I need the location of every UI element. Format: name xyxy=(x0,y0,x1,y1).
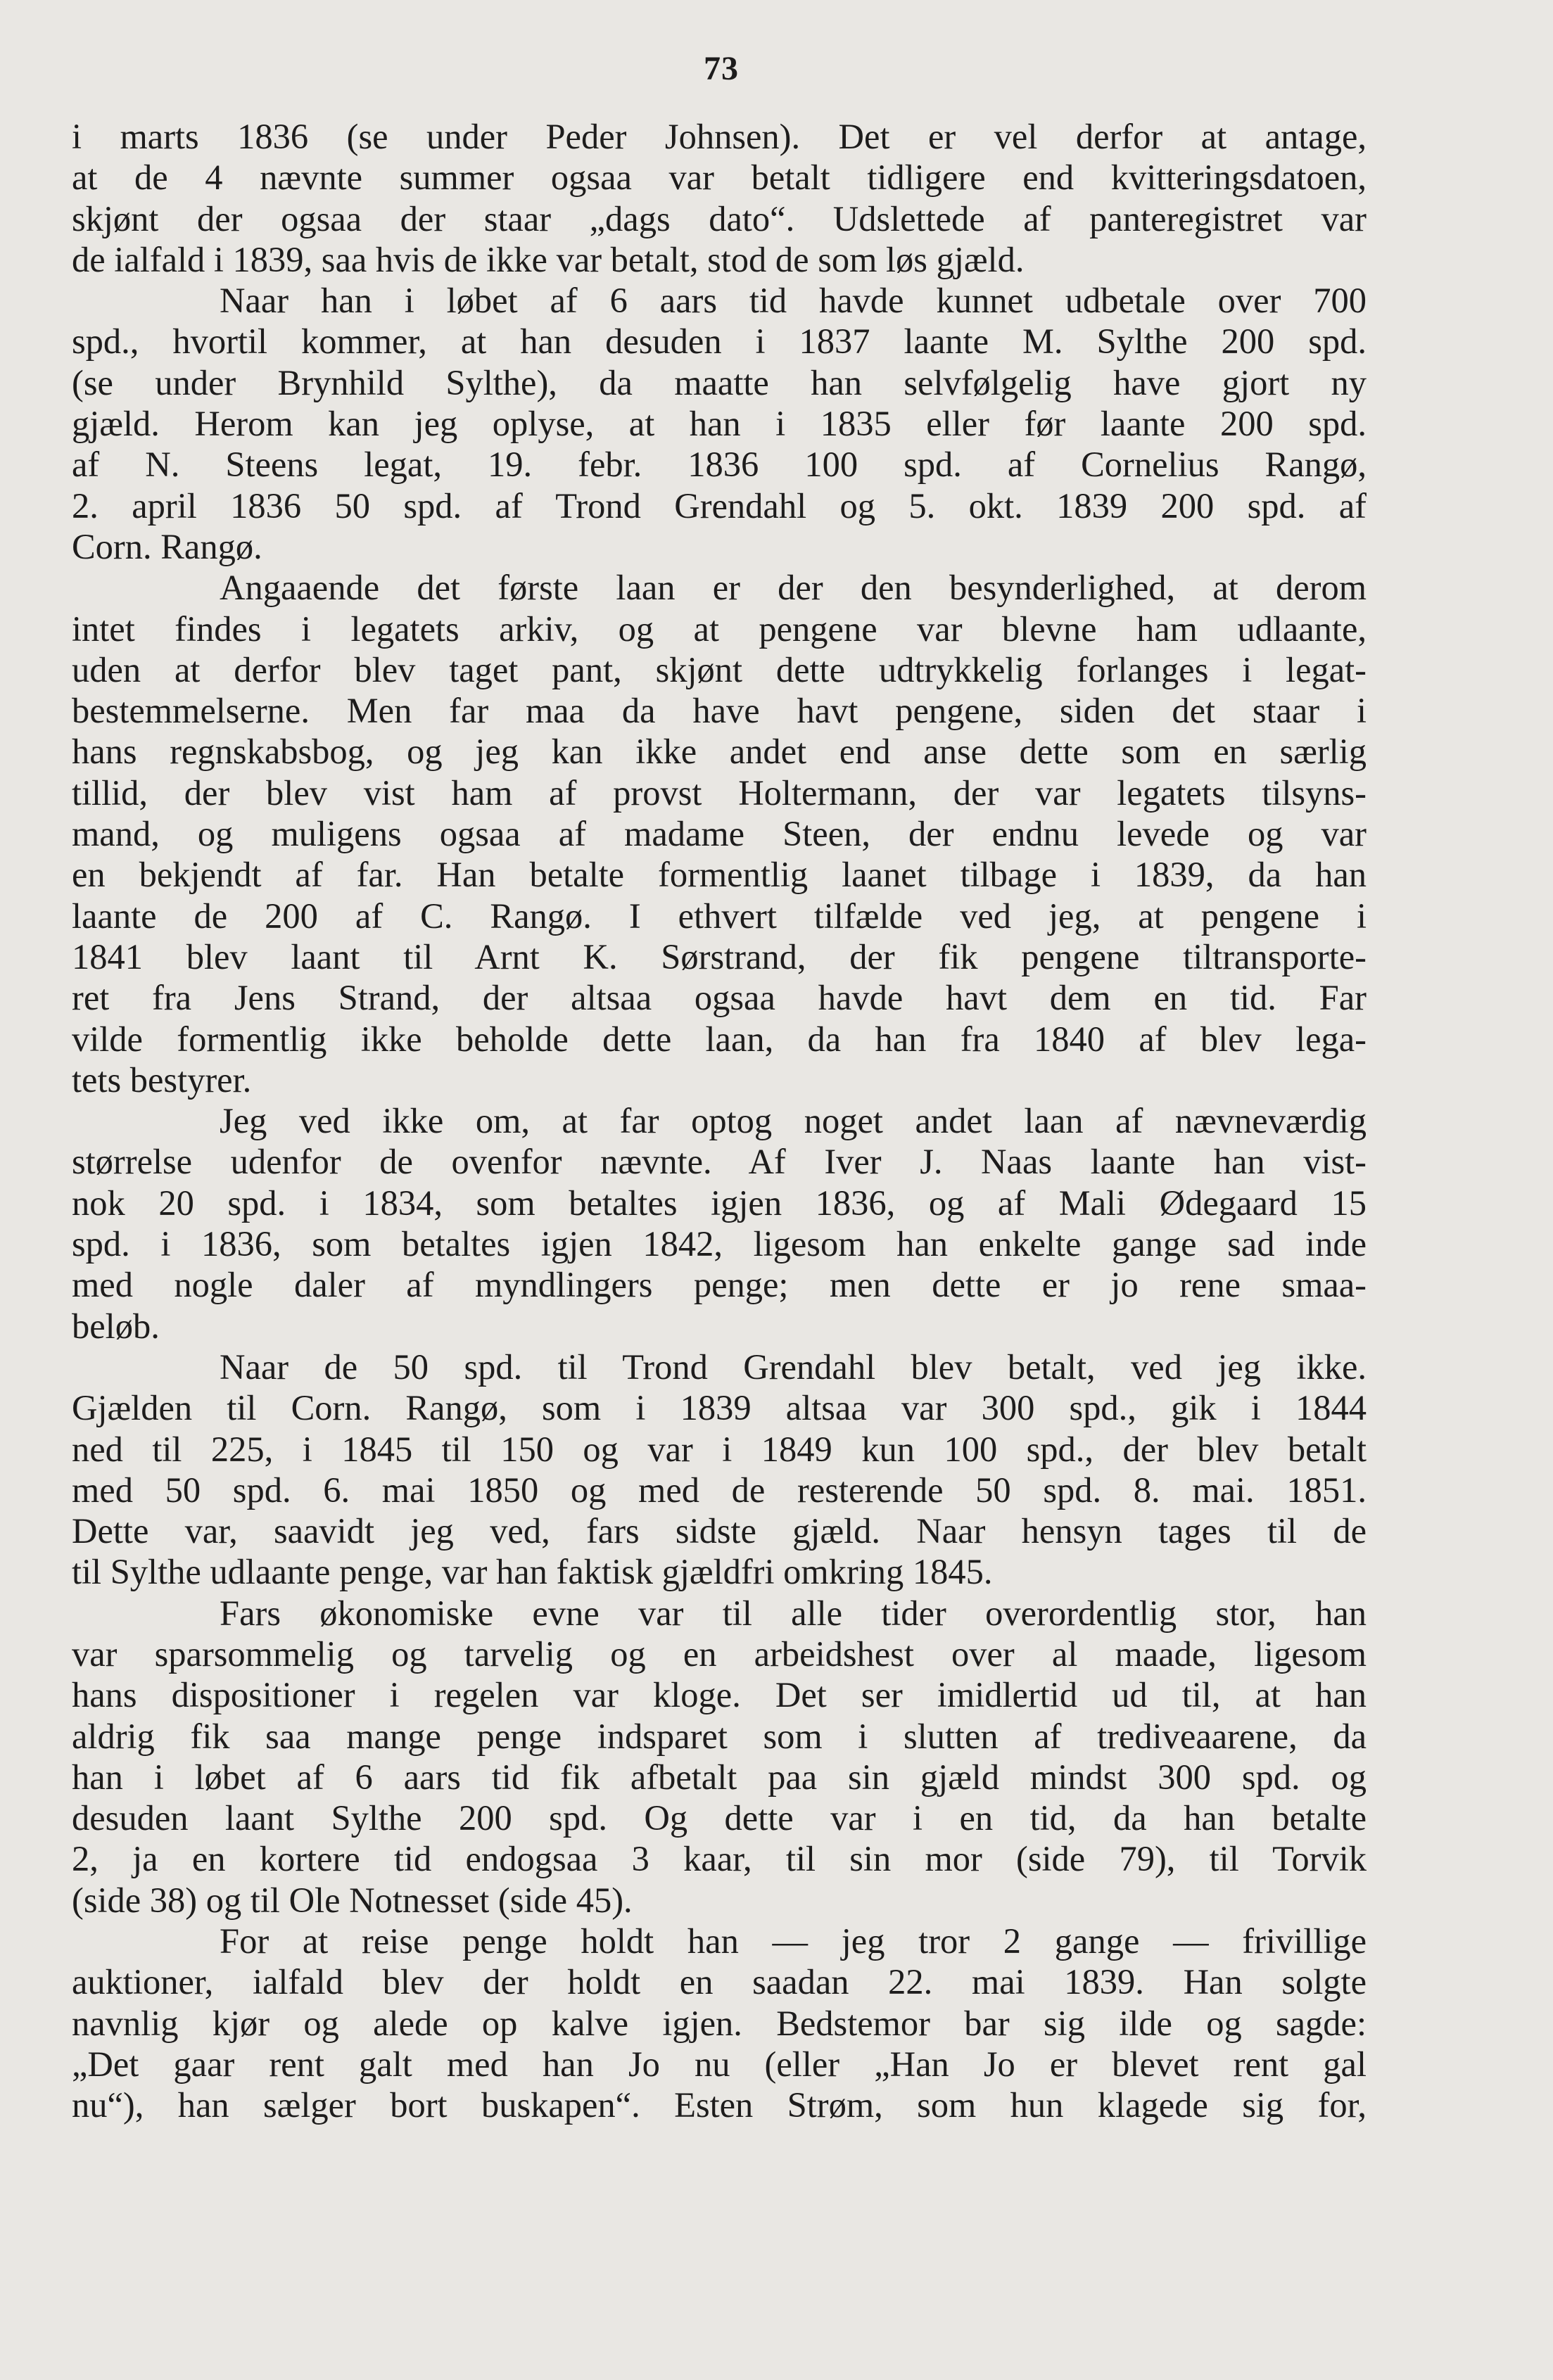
text-line: 1841 blev laant til Arnt K. Sørstrand, der fik pengene tiltransporte- xyxy=(72,936,1367,976)
text-line: med 50 spd. 6. mai 1850 og med de resterende 50 spd. 8. mai. 1851. xyxy=(72,1470,1367,1510)
text-line: auktioner, ialfald blev der holdt en saadan 22. mai 1839. Han solgte xyxy=(72,1962,1367,2002)
text-line: ned til 225, i 1845 til 150 og var i 1849 kun 100 spd., der blev betalt xyxy=(72,1429,1367,1469)
text-line: Angaaende det første laan er der den besynderlighed, at derom xyxy=(220,568,1367,608)
text-line: spd. i 1836, som betaltes igjen 1842, ligesom han enkelte gange sad inde xyxy=(72,1224,1367,1264)
text-line: mand, og muligens ogsaa af madame Steen, der endnu levede og var xyxy=(72,814,1367,854)
text-line: i marts 1836 (se under Peder Johnsen). Det er vel derfor at antage, xyxy=(72,117,1367,156)
text-line: han i løbet af 6 aars tid fik afbetalt paa sin gjæld mindst 300 spd. og xyxy=(72,1757,1367,1797)
text-line: laante de 200 af C. Rangø. I ethvert tilfælde ved jeg, at pengene i xyxy=(72,896,1367,936)
text-line: Corn. Rangø. xyxy=(72,526,262,566)
text-line: „Det gaar rent galt med han Jo nu (eller „Han Jo er blevet rent gal xyxy=(72,2044,1367,2084)
text-line: hans dispositioner i regelen var kloge. Det ser imidlertid ud til, at han xyxy=(72,1675,1367,1715)
text-line: 2, ja en kortere tid endogsaa 3 kaar, til sin mor (side 79), til Torvik xyxy=(72,1839,1367,1879)
text-line: skjønt der ogsaa der staar „dags dato“. Udslettede af panteregistret var xyxy=(72,198,1367,238)
page-number: 73 xyxy=(704,50,739,87)
text-line: nok 20 spd. i 1834, som betaltes igjen 1836, og af Mali Ødegaard 15 xyxy=(72,1183,1367,1223)
text-line: Naar de 50 spd. til Trond Grendahl blev betalt, ved jeg ikke. xyxy=(220,1347,1367,1387)
text-line: Fars økonomiske evne var til alle tider overordentlig stor, han xyxy=(220,1593,1367,1633)
text-line: hans regnskabsbog, og jeg kan ikke andet end anse dette som en særlig xyxy=(72,732,1367,772)
text-line: ret fra Jens Strand, der altsaa ogsaa havde havt dem en tid. Far xyxy=(72,978,1367,1018)
text-line: aldrig fik saa mange penge indsparet som i slutten af trediveaarene, da xyxy=(72,1716,1367,1756)
text-line: tillid, der blev vist ham af provst Holtermann, der var legatets tilsyns- xyxy=(72,772,1367,813)
text-line: Naar han i løbet af 6 aars tid havde kunnet udbetale over 700 xyxy=(220,281,1367,321)
text-line: med nogle daler af myndlingers penge; men dette er jo rene smaa- xyxy=(72,1265,1367,1305)
text-line: navnlig kjør og alede op kalve igjen. Bedstemor bar sig ilde og sagde: xyxy=(72,2003,1367,2043)
text-line: tets bestyrer. xyxy=(72,1059,252,1100)
text-line: 2. april 1836 50 spd. af Trond Grendahl og 5. okt. 1839 200 spd. af xyxy=(72,485,1367,526)
text-line: For at reise penge holdt han — jeg tror 2 gange — frivillige xyxy=(220,1921,1367,1961)
text-line: størrelse udenfor de ovenfor nævnte. Af Iver J. Naas laante han vist- xyxy=(72,1142,1367,1182)
text-line: intet findes i legatets arkiv, og at pengene var blevne ham udlaante, xyxy=(72,609,1367,649)
text-line: til Sylthe udlaante penge, var han faktisk gjældfri omkring 1845. xyxy=(72,1552,993,1592)
text-line: (side 38) og til Ole Notnesset (side 45). xyxy=(72,1880,633,1920)
text-line: desuden laant Sylthe 200 spd. Og dette var i en tid, da han betalte xyxy=(72,1798,1367,1838)
text-line: af N. Steens legat, 19. febr. 1836 100 spd. af Cornelius Rangø, xyxy=(72,445,1367,485)
text-line: Jeg ved ikke om, at far optog noget andet laan af nævneværdig xyxy=(220,1101,1367,1141)
text-line: (se under Brynhild Sylthe), da maatte han selvfølgelig have gjort ny xyxy=(72,362,1367,402)
text-line: gjæld. Herom kan jeg oplyse, at han i 1835 eller før laante 200 spd. xyxy=(72,404,1367,444)
text-line: Dette var, saavidt jeg ved, fars sidste gjæld. Naar hensyn tages til de xyxy=(72,1511,1367,1551)
text-line: nu“), han sælger bort buskapen“. Esten Strøm, som hun klagede sig for, xyxy=(72,2085,1367,2125)
text-line: spd., hvortil kommer, at han desuden i 1837 laante M. Sylthe 200 spd. xyxy=(72,322,1367,362)
text-line: var sparsommelig og tarvelig og en arbeidshest over al maade, ligesom xyxy=(72,1634,1367,1674)
text-line: en bekjendt af far. Han betalte formentlig laanet tilbage i 1839, da han xyxy=(72,855,1367,895)
text-line: beløb. xyxy=(72,1306,160,1346)
body-text xyxy=(72,116,1367,2126)
text-line: de ialfald i 1839, saa hvis de ikke var betalt, stod de som løs gjæld. xyxy=(72,239,1025,279)
text-line: Gjælden til Corn. Rangø, som i 1839 altsaa var 300 spd., gik i 1844 xyxy=(72,1388,1367,1428)
text-line: bestemmelserne. Men far maa da have havt pengene, siden det staar i xyxy=(72,691,1367,731)
text-line: uden at derfor blev taget pant, skjønt dette udtrykkelig forlanges i legat- xyxy=(72,649,1367,689)
text-line: vilde formentlig ikke beholde dette laan, da han fra 1840 af blev lega- xyxy=(72,1019,1367,1059)
text-line: at de 4 nævnte summer ogsaa var betalt tidligere end kvitteringsdatoen, xyxy=(72,158,1367,198)
